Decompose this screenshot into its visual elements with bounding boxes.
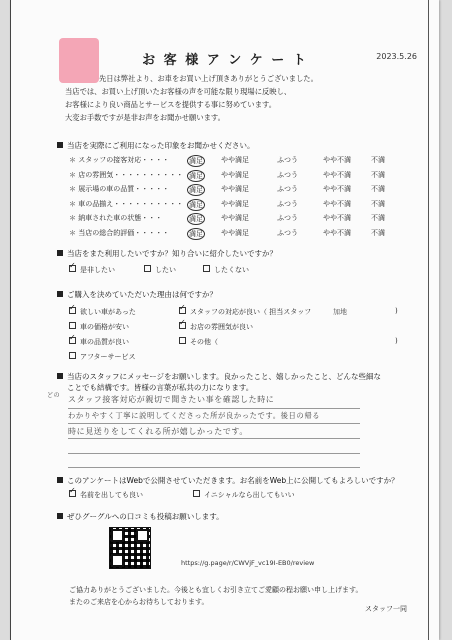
rating-option[interactable]: ふつう xyxy=(277,185,298,194)
rating-row xyxy=(69,228,389,240)
square-bullet-icon xyxy=(57,291,63,297)
rating-option[interactable]: やや満足 xyxy=(221,199,249,208)
q5-option-1[interactable]: ✓名前を出しても良い xyxy=(69,490,143,500)
handwritten-line-3: 時に見送りをしてくれる所が嬉しかったです。 xyxy=(68,427,248,436)
checkbox-checked-icon[interactable] xyxy=(69,490,76,497)
rating-option[interactable]: 不満 xyxy=(371,156,385,164)
survey-title: お 客 様 ア ン ケ ー ト xyxy=(142,53,308,68)
closing-line: またのご来店を心からお待ちしております。 xyxy=(69,598,209,606)
rating-option[interactable]: やや満足 xyxy=(221,185,249,194)
review-url-link[interactable]: https://g.page/r/CWVjF_vc19I-EB0/review xyxy=(181,559,315,567)
q2-title: 当店をまた利用したいですか？知り合いに紹介したいですか？ xyxy=(67,249,277,258)
rating-option[interactable]: ふつう xyxy=(277,229,298,237)
rating-option[interactable]: ふつう xyxy=(277,214,298,223)
rating-option[interactable]: やや不満 xyxy=(323,199,351,208)
rating-option[interactable]: 不満 xyxy=(371,214,385,223)
checkbox-icon[interactable] xyxy=(69,322,76,329)
checkbox-icon[interactable] xyxy=(193,490,200,497)
rating-row-label: ＊ スタッフの接客対応・・・・ xyxy=(69,156,170,164)
q5-option-2[interactable]: イニシャルなら出してもいい xyxy=(193,490,295,500)
writing-line xyxy=(68,467,360,468)
q3-right-option-3[interactable]: その他（ xyxy=(179,337,218,347)
checkbox-checked-icon[interactable] xyxy=(69,307,76,314)
q3-right-option-1[interactable]: ✓スタッフの対応が良い（ 担当スタッフ xyxy=(179,307,311,317)
close-paren: ) xyxy=(395,337,398,345)
q4-title-2: ことでも結構です。皆様の言葉が私共の力になります。 xyxy=(67,383,254,392)
square-bullet-icon xyxy=(57,142,63,148)
rating-option[interactable]: やや不満 xyxy=(323,156,351,164)
q3-right-option-2[interactable]: ✓お店の雰囲気が良い xyxy=(179,322,253,332)
rating-row xyxy=(69,170,389,182)
rating-row xyxy=(69,184,389,196)
rating-option[interactable]: ふつう xyxy=(277,199,298,208)
q6-heading xyxy=(57,511,224,522)
checkbox-checked-icon[interactable] xyxy=(69,337,76,344)
rating-option[interactable]: 不満 xyxy=(371,199,385,208)
q5-heading xyxy=(57,475,399,486)
checkbox-icon[interactable] xyxy=(203,265,210,272)
rating-option[interactable]: やや満足 xyxy=(221,229,249,237)
square-bullet-icon xyxy=(57,477,63,483)
rating-row-label: ＊ 展示場の車の品質・・・・・ xyxy=(69,185,170,194)
rating-option[interactable]: 満足 xyxy=(189,186,203,195)
intro-line: 大変お手数ですが是非お声をお聞かせ願います。 xyxy=(65,113,225,122)
q2-option-3[interactable]: したくない xyxy=(203,265,249,275)
intro-text xyxy=(65,72,318,124)
closing-text xyxy=(69,584,362,608)
q1-title: 当店を実際にご利用になった印象をお聞かせください。 xyxy=(67,141,255,150)
signature: スタッフ一同 xyxy=(365,605,407,613)
intro-line: 先日は弊社より、お車をお買い上げ頂きありがとうございました。 xyxy=(99,74,318,83)
rating-option[interactable]: やや不満 xyxy=(323,214,351,223)
q5-title: このアンケートはWebで公開させていただきます。お名前をWeb上に公開してもよろしいですか？ xyxy=(67,476,399,485)
page-edge-line xyxy=(428,0,429,640)
rating-option[interactable]: 不満 xyxy=(371,185,385,194)
square-bullet-icon xyxy=(57,513,63,519)
q3-left-option-2[interactable]: 車の価格が安い xyxy=(69,322,129,332)
intro-line: 当店では、お買い上げ頂いたお客様の声を可能な限り現場に反映し、 xyxy=(65,87,292,96)
qr-finder-icon xyxy=(111,529,124,542)
rating-row xyxy=(69,155,389,167)
rating-row-label: ＊ 当店の総合的評価・・・・・ xyxy=(69,229,170,237)
handwritten-line-1: スタッフ接客対応が親切で聞きたい事を確認した時に xyxy=(68,395,275,404)
q4-heading xyxy=(57,371,381,382)
rating-option[interactable]: やや不満 xyxy=(323,170,351,179)
q2-option-1[interactable]: ✓是非したい xyxy=(69,265,115,275)
rating-option[interactable]: 満足 xyxy=(189,215,203,224)
rating-option[interactable]: 不満 xyxy=(371,170,385,179)
rating-option[interactable]: 不満 xyxy=(371,229,385,237)
close-paren: ) xyxy=(395,307,398,315)
checkbox-icon[interactable] xyxy=(144,265,151,272)
checkbox-checked-icon[interactable] xyxy=(179,322,186,329)
rating-option[interactable]: 満足 xyxy=(189,157,203,165)
margin-note: どの xyxy=(47,392,61,399)
qr-finder-icon xyxy=(136,529,149,542)
survey-sheet xyxy=(10,0,439,640)
writing-line xyxy=(68,423,360,424)
writing-line xyxy=(68,453,360,454)
q1-heading xyxy=(57,140,255,151)
rating-row-label: ＊ 納車された車の状態・・・ xyxy=(69,214,163,223)
rating-option[interactable]: やや不満 xyxy=(323,185,351,194)
q6-title: ぜひグーグルへの口コミも投稿お願いします。 xyxy=(67,512,224,521)
rating-option[interactable]: やや不満 xyxy=(323,229,351,237)
q3-left-option-3[interactable]: ✓車の品質が良い xyxy=(69,337,129,347)
staff-name-handwritten: 加地 xyxy=(333,308,347,316)
rating-option[interactable]: ふつう xyxy=(277,156,298,164)
checkbox-checked-icon[interactable] xyxy=(179,307,186,314)
q3-left-option-4[interactable]: アフターサービス xyxy=(69,352,136,362)
rating-row-label: ＊ 車の品揃え・・・・・・・・・・ xyxy=(69,199,184,208)
rating-option[interactable]: やや満足 xyxy=(221,170,249,179)
rating-option[interactable]: やや満足 xyxy=(221,156,249,164)
rating-option[interactable]: やや満足 xyxy=(221,214,249,223)
rating-row-label: ＊ 店の雰囲気・・・・・・・・・・ xyxy=(69,170,184,179)
qr-finder-icon xyxy=(111,554,124,567)
rating-option[interactable]: 満足 xyxy=(189,230,203,238)
q3-left-option-1[interactable]: ✓欲しい車があった xyxy=(69,307,136,317)
survey-date: 2023.5.26 xyxy=(376,52,417,61)
checkbox-icon[interactable] xyxy=(69,352,76,359)
qr-code-icon[interactable] xyxy=(109,527,151,569)
q2-heading xyxy=(57,248,277,259)
q3-title: ご購入を決めていただいた理由は何ですか？ xyxy=(67,290,217,299)
closing-line: ご協力ありがとうございました。今後とも宜しくお引き立てご愛顧の程お願い申し上げます。 xyxy=(69,586,363,594)
q3-heading xyxy=(57,289,217,300)
checkbox-checked-icon[interactable] xyxy=(69,265,76,272)
q4-title: 当店のスタッフにメッセージをお願いします。良かったこと、嬉しかったこと、どんな些細な xyxy=(67,372,381,381)
square-bullet-icon xyxy=(57,373,63,379)
rating-row xyxy=(69,199,389,211)
rating-option[interactable]: 満足 xyxy=(189,171,203,180)
rating-option[interactable]: ふつう xyxy=(277,170,298,179)
checkbox-icon[interactable] xyxy=(179,337,186,344)
writing-line xyxy=(68,438,360,439)
intro-line: お客様により良い商品とサービスを提供する事に努めています。 xyxy=(65,100,277,109)
q2-option-2[interactable]: したい xyxy=(144,265,176,275)
square-bullet-icon xyxy=(57,250,63,256)
writing-line xyxy=(68,408,360,409)
handwritten-line-2: わかりやすく丁寧に説明してくださった所が良かったです。後日の帰る xyxy=(68,411,321,420)
rating-row xyxy=(69,213,389,225)
rating-option[interactable]: 満足 xyxy=(189,200,203,209)
